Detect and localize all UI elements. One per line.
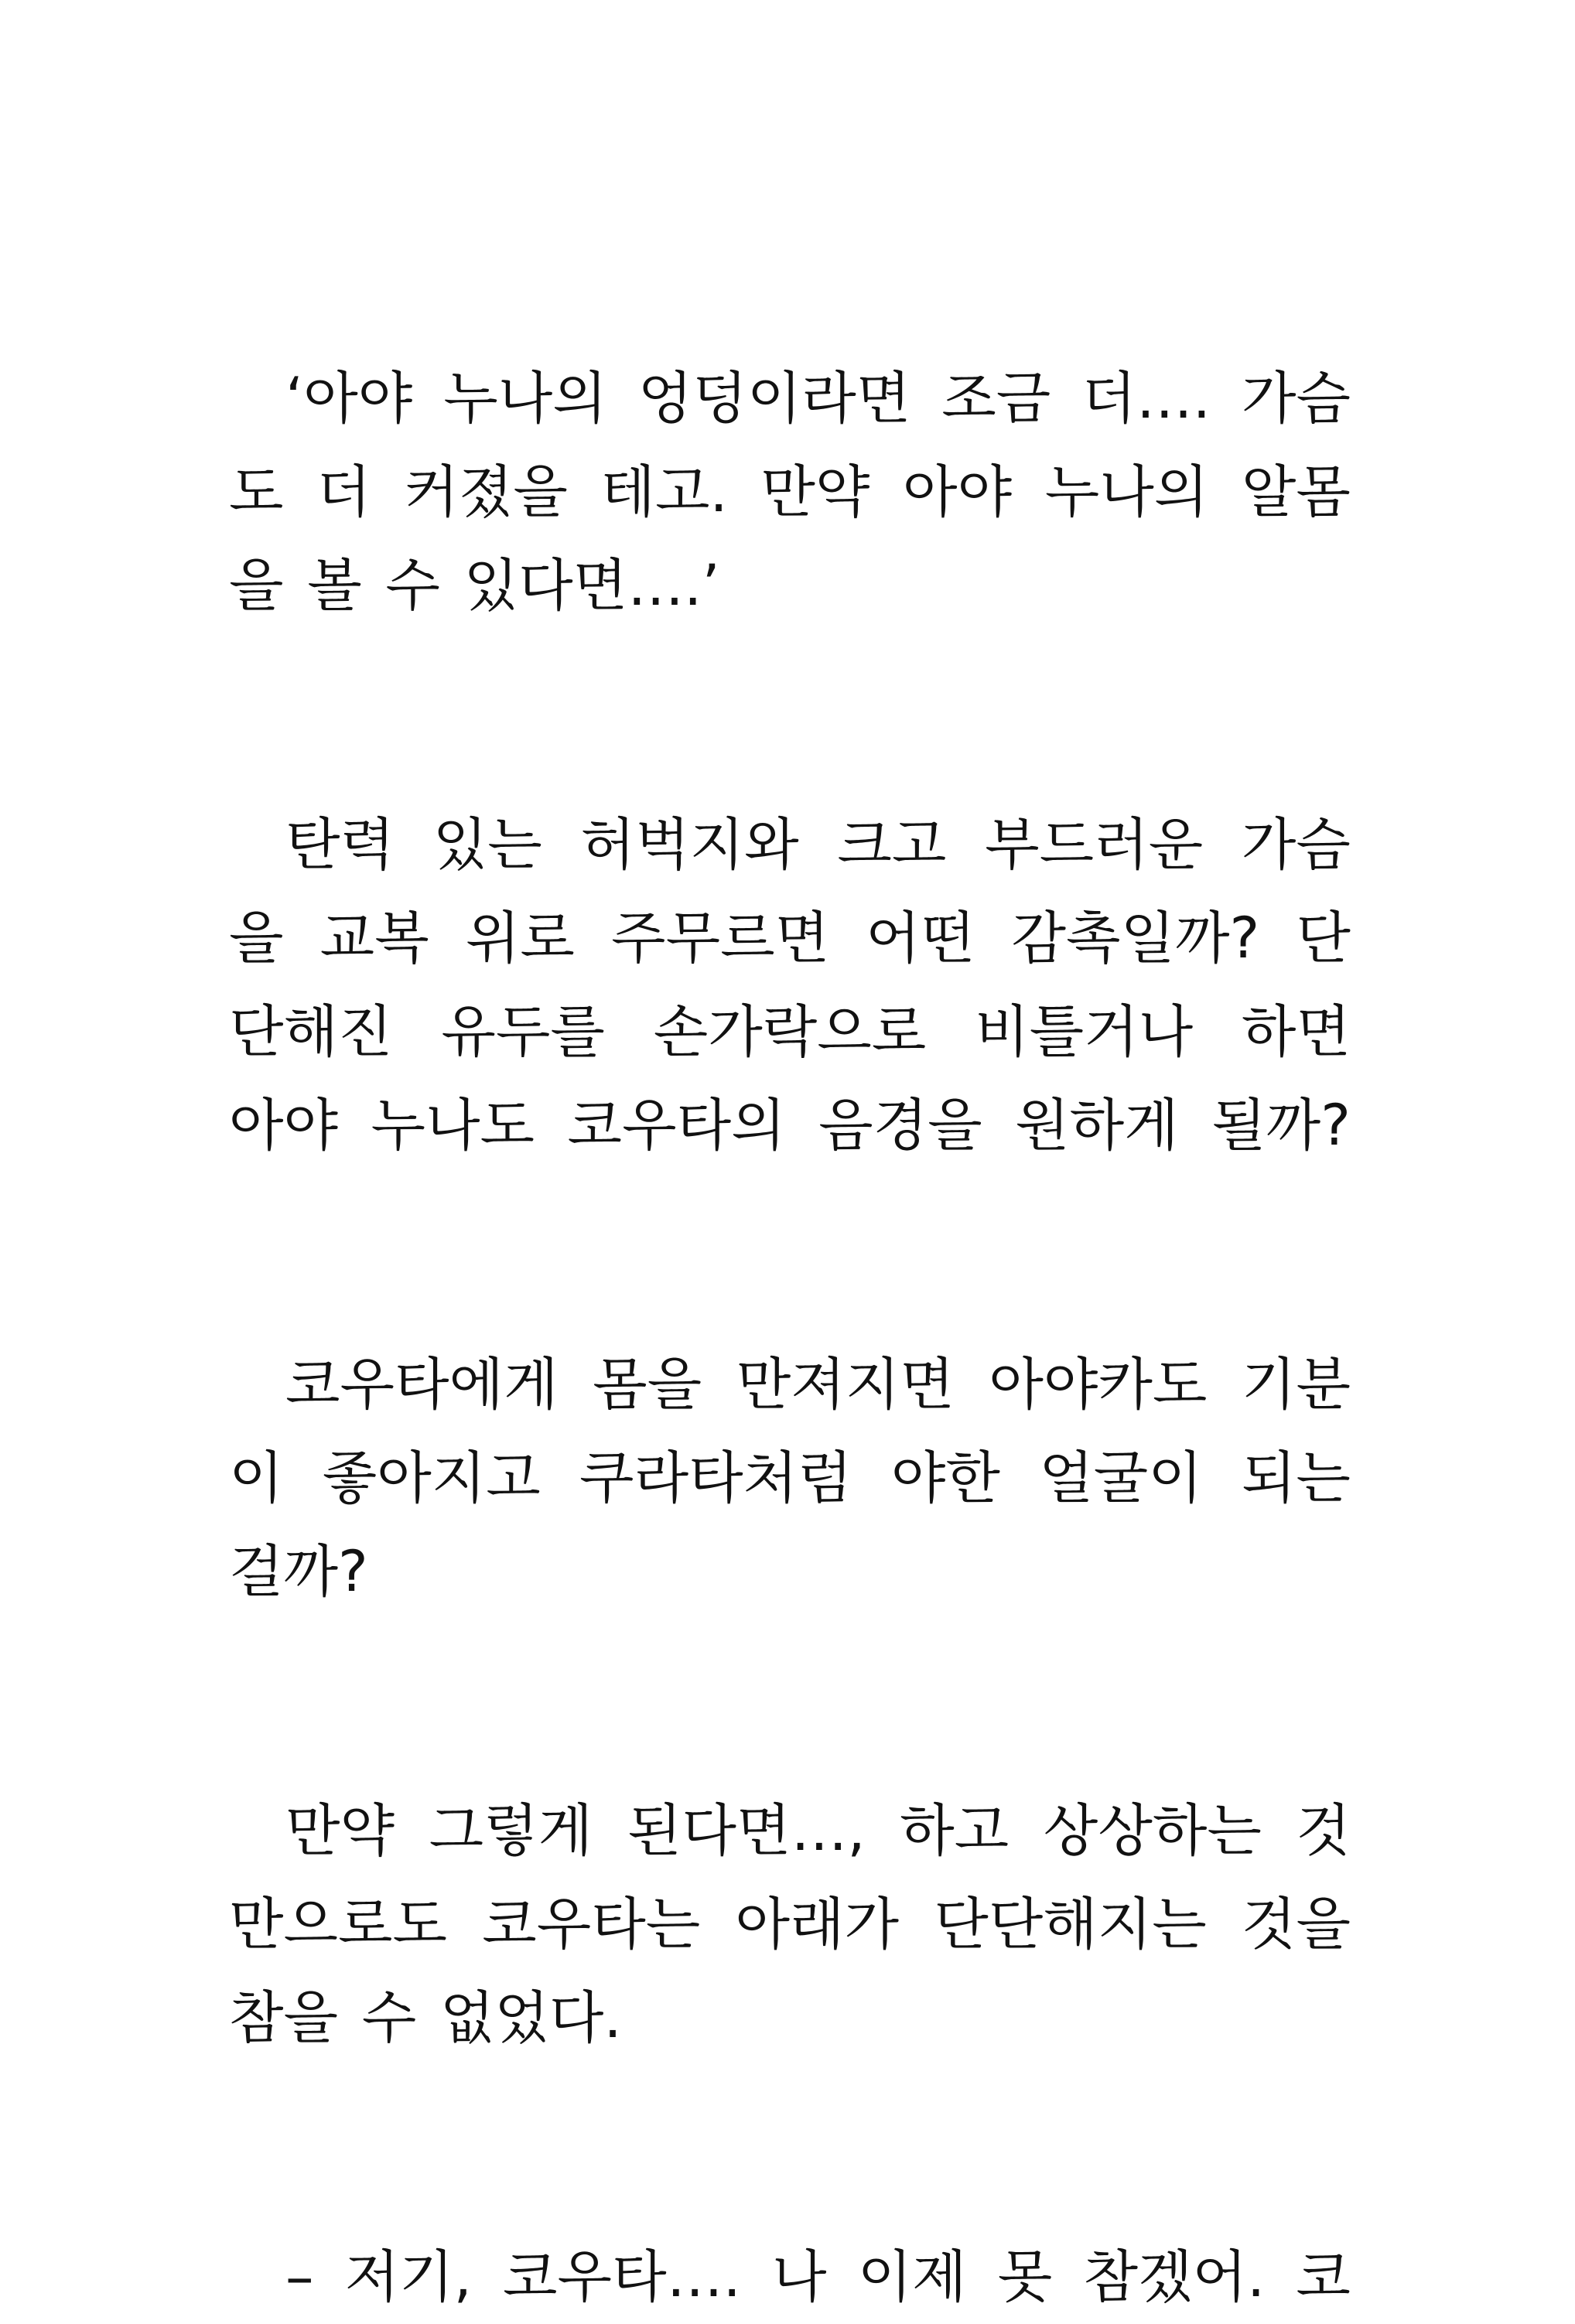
paragraph-spacer [229,1172,1351,1338]
word: 도 [229,459,284,525]
text-line [229,1432,1351,1525]
text-line [229,2230,1351,2324]
word: 조금 [941,366,1051,432]
word: 비틀거나 [975,999,1194,1065]
word: 좋아지고 [322,1445,541,1511]
text-line [229,798,1351,892]
word: 코우타의 [567,1093,786,1159]
word: 상상하는 [1043,1798,1262,1864]
word: 단단해지는 [934,1892,1207,1957]
word: 만으로도 [229,1892,448,1957]
word: 그렇게 [429,1798,593,1864]
word: 감촉일까? [1011,906,1260,971]
paragraph [229,352,1351,633]
text-line [229,985,1351,1079]
word: 코우타는 [482,1892,701,1957]
word: 아래가 [735,1892,900,1957]
word: 저기, [344,2244,472,2310]
word: 더…. [1081,366,1211,432]
word: 코우타…. [503,2244,741,2310]
word: 되는 [1241,1445,1351,1511]
word: 만약 [285,1798,395,1864]
text-line [229,892,1351,985]
word: 위로 [465,906,575,971]
word: 나 [771,2244,827,2310]
word: 볼 [307,553,362,619]
word: 것 [1296,1798,1351,1864]
text-line [229,1338,1351,1432]
word: 하면 [1241,999,1351,1065]
word: 있다면….’ [463,553,720,619]
word: 손가락으로 [653,999,927,1065]
word: 더 [316,459,371,525]
word: 교복 [319,906,429,971]
text-body [229,352,1351,2324]
word: 아야카도 [989,1352,1208,1418]
word: 을 [229,906,284,971]
word: 테고. [600,459,728,525]
word: 걸까? [229,1539,368,1605]
paragraph [229,2230,1351,2324]
paragraph-spacer [229,633,1351,798]
word: 쿠라타처럼 [579,1445,852,1511]
text-line [229,1784,1351,1878]
word: 코 [1296,2244,1351,2310]
word: 이제 [857,2244,967,2310]
text-line [229,352,1351,445]
word: 수 [361,1985,417,2051]
word: 원하게 [1015,1093,1179,1159]
text-line [229,1079,1351,1172]
word: 어떤 [866,906,975,971]
word: 있는 [432,812,542,878]
word: 코우타에게 [285,1352,559,1418]
word: 부드러운 [985,812,1204,878]
word: 참을 [229,1985,339,2051]
word: 이 [229,1445,284,1511]
word: 몸을 [593,1352,702,1418]
word: 못 [997,2244,1053,2310]
word: 을 [229,553,284,619]
word: 참겠어. [1083,2244,1266,2310]
text-line [229,1971,1351,2065]
word: 없었다. [439,1985,622,2051]
word: 알몸 [1241,459,1351,525]
word: 가슴 [1241,366,1351,432]
word: 것을 [1241,1892,1351,1957]
word: 유두를 [441,999,605,1065]
word: 만져지면 [736,1352,955,1418]
word: 누나도 [371,1093,535,1159]
word: 주무르면 [611,906,830,971]
word: 아야 [229,1093,339,1159]
word: 음경을 [818,1093,982,1159]
text-line [229,1878,1351,1971]
word: 수 [385,553,440,619]
word: 탄력 [285,812,395,878]
paragraph [229,798,1351,1172]
word: – [285,2244,314,2310]
word: 단해진 [229,999,393,1065]
word: 기분 [1241,1352,1351,1418]
word: 아야 [903,459,1013,525]
text-line [229,539,1351,633]
word: 단 [1296,906,1351,971]
text-line [229,445,1351,539]
word: 만약 [760,459,870,525]
word: 얼굴이 [1039,1445,1203,1511]
word: 된다면…, [627,1798,866,1864]
word: 크고 [837,812,947,878]
word: 가슴 [1241,812,1351,878]
paragraph [229,1338,1351,1619]
paragraph-spacer [229,1619,1351,1784]
word: 될까? [1211,1093,1351,1159]
paragraph [229,1784,1351,2065]
word: 야한 [890,1445,1000,1511]
paragraph-spacer [229,2065,1351,2230]
word: 누나의 [1044,459,1209,525]
word: 엉덩이라면 [637,366,911,432]
word: ‘아야 [285,366,413,432]
word: 허벅지와 [580,812,799,878]
word: 커졌을 [404,459,568,525]
word: 하고 [900,1798,1010,1864]
word: 누나의 [443,366,607,432]
text-line [229,1525,1351,1619]
